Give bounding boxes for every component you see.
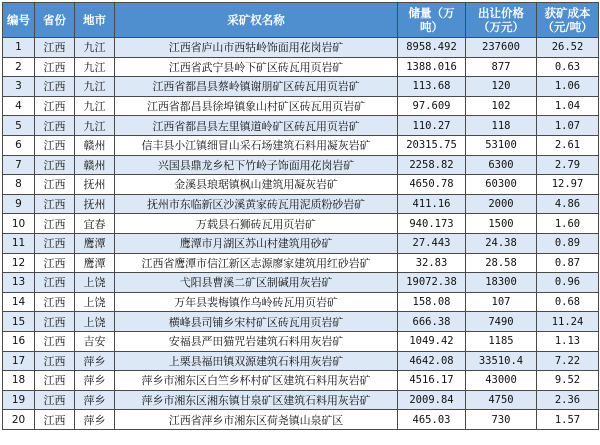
table-row	[3, 96, 599, 116]
row-city: 九江	[75, 38, 115, 58]
row-no: 5	[3, 116, 35, 136]
row-price: 6300	[466, 155, 537, 175]
row-reserve: 1388.016	[398, 57, 466, 77]
row-reserve: 4642.08	[398, 351, 466, 371]
row-name: 萍乡市湘东区白竺乡杯村矿区建筑石料用灰岩矿	[115, 371, 398, 391]
row-no: 10	[3, 214, 35, 234]
row-province: 江西	[35, 351, 75, 371]
row-price: 33510.4	[466, 351, 537, 371]
row-province: 江西	[35, 273, 75, 293]
row-price: 102	[466, 96, 537, 116]
row-name: 江西省萍乡市湘东区荷尧镇山泉矿区	[115, 410, 398, 430]
row-reserve: 27.443	[398, 233, 466, 253]
row-no: 6	[3, 135, 35, 155]
row-name: 安福县严田猫咒岩建筑石料用灰岩矿	[115, 331, 398, 351]
row-city: 九江	[75, 96, 115, 116]
row-name: 金溪县琅琚镇枫山建筑用凝灰岩矿	[115, 175, 398, 195]
row-name: 上栗县福田镇双源建筑石料用灰岩矿	[115, 351, 398, 371]
row-province: 江西	[35, 116, 75, 136]
row-price: 53100	[466, 135, 537, 155]
row-cost: 1.13	[537, 331, 599, 351]
row-province: 江西	[35, 331, 75, 351]
row-cost: 0.63	[537, 57, 599, 77]
row-name: 信丰县小江镇细冒山采石场建筑石料用凝灰岩矿	[115, 135, 398, 155]
row-reserve: 465.03	[398, 410, 466, 430]
row-province: 江西	[35, 233, 75, 253]
row-province: 江西	[35, 38, 75, 58]
row-province: 江西	[35, 96, 75, 116]
row-province: 江西	[35, 371, 75, 391]
row-province: 江西	[35, 214, 75, 234]
table-row	[3, 116, 599, 136]
row-reserve: 1049.42	[398, 331, 466, 351]
row-cost: 1.06	[537, 77, 599, 97]
row-province: 江西	[35, 312, 75, 332]
table-row	[3, 390, 599, 410]
row-reserve: 2258.82	[398, 155, 466, 175]
table-row	[3, 155, 599, 175]
row-province: 江西	[35, 155, 75, 175]
row-price: 24.38	[466, 233, 537, 253]
mining-rights-table	[2, 2, 599, 430]
header-no: 编号	[3, 3, 35, 38]
row-city: 九江	[75, 57, 115, 77]
row-city: 赣州	[75, 155, 115, 175]
row-province: 江西	[35, 77, 75, 97]
table-row	[3, 135, 599, 155]
row-province: 江西	[35, 292, 75, 312]
row-no: 18	[3, 371, 35, 391]
row-name: 横峰县司铺乡宋村矿区砖瓦用页岩矿	[115, 312, 398, 332]
header-city: 地市	[75, 3, 115, 38]
header-row	[3, 3, 599, 38]
row-name: 万载县石狮砖瓦用页岩矿	[115, 214, 398, 234]
header-price: 出让价格（万元）	[466, 3, 537, 38]
table-row	[3, 351, 599, 371]
row-city: 宜春	[75, 214, 115, 234]
row-no: 4	[3, 96, 35, 116]
row-no: 2	[3, 57, 35, 77]
table-row	[3, 292, 599, 312]
row-cost: 1.04	[537, 96, 599, 116]
row-province: 江西	[35, 390, 75, 410]
row-price: 118	[466, 116, 537, 136]
row-city: 鹰潭	[75, 253, 115, 273]
row-reserve: 110.27	[398, 116, 466, 136]
table-row	[3, 214, 599, 234]
row-reserve: 666.38	[398, 312, 466, 332]
row-city: 九江	[75, 116, 115, 136]
table-body	[3, 38, 599, 430]
row-reserve: 113.68	[398, 77, 466, 97]
table-row	[3, 175, 599, 195]
row-no: 13	[3, 273, 35, 293]
header-name: 采矿权名称	[115, 3, 398, 38]
row-price: 4750	[466, 390, 537, 410]
table-row	[3, 371, 599, 391]
table-row	[3, 273, 599, 293]
row-name: 江西省鹰潭市信江新区志源廖家建筑用红砂岩矿	[115, 253, 398, 273]
row-price: 28.58	[466, 253, 537, 273]
row-name: 江西省武宁县岭下矿区砖瓦用页岩矿	[115, 57, 398, 77]
row-price: 1500	[466, 214, 537, 234]
header-reserve: 储量（万吨）	[398, 3, 466, 38]
row-reserve: 4650.78	[398, 175, 466, 195]
row-no: 7	[3, 155, 35, 175]
row-reserve: 97.609	[398, 96, 466, 116]
row-province: 江西	[35, 57, 75, 77]
row-province: 江西	[35, 253, 75, 273]
row-city: 萍乡	[75, 410, 115, 430]
row-city: 上饶	[75, 273, 115, 293]
row-no: 11	[3, 233, 35, 253]
row-city: 萍乡	[75, 371, 115, 391]
row-cost: 0.89	[537, 233, 599, 253]
row-no: 14	[3, 292, 35, 312]
row-name: 万年县裴梅镇作乌岭砖瓦用页岩矿	[115, 292, 398, 312]
row-name: 江西省都昌县左里镇道岭矿区砖瓦用页岩矿	[115, 116, 398, 136]
row-reserve: 19072.38	[398, 273, 466, 293]
row-name: 弋阳县曹溪二矿区制碱用灰岩矿	[115, 273, 398, 293]
row-cost: 0.68	[537, 292, 599, 312]
row-price: 60300	[466, 175, 537, 195]
table-row	[3, 233, 599, 253]
row-cost: 7.22	[537, 351, 599, 371]
row-city: 上饶	[75, 292, 115, 312]
table-row	[3, 38, 599, 58]
row-city: 上饶	[75, 312, 115, 332]
row-no: 19	[3, 390, 35, 410]
row-reserve: 8958.492	[398, 38, 466, 58]
row-cost: 4.86	[537, 194, 599, 214]
row-cost: 1.57	[537, 410, 599, 430]
row-no: 20	[3, 410, 35, 430]
table-row	[3, 331, 599, 351]
row-name: 鹰潭市月湖区苏山村建筑用砂矿	[115, 233, 398, 253]
row-reserve: 32.83	[398, 253, 466, 273]
row-city: 抚州	[75, 175, 115, 195]
row-price: 2000	[466, 194, 537, 214]
row-cost: 1.60	[537, 214, 599, 234]
row-city: 九江	[75, 77, 115, 97]
row-city: 抚州	[75, 194, 115, 214]
row-price: 7490	[466, 312, 537, 332]
table-row	[3, 253, 599, 273]
row-reserve: 20315.75	[398, 135, 466, 155]
row-no: 16	[3, 331, 35, 351]
row-province: 江西	[35, 175, 75, 195]
row-no: 12	[3, 253, 35, 273]
row-name: 江西省庐山市西牯岭饰面用花岗岩矿	[115, 38, 398, 58]
row-cost: 2.36	[537, 390, 599, 410]
row-price: 120	[466, 77, 537, 97]
row-city: 鹰潭	[75, 233, 115, 253]
row-no: 15	[3, 312, 35, 332]
row-city: 萍乡	[75, 390, 115, 410]
row-name: 萍乡市湘东区湘东镇甘泉矿区建筑石料用灰岩矿	[115, 390, 398, 410]
row-no: 9	[3, 194, 35, 214]
row-cost: 2.61	[537, 135, 599, 155]
row-name: 江西省都昌县徐埠镇象山村矿区砖瓦用页岩矿	[115, 96, 398, 116]
row-reserve: 940.173	[398, 214, 466, 234]
row-city: 萍乡	[75, 351, 115, 371]
row-price: 43000	[466, 371, 537, 391]
row-province: 江西	[35, 410, 75, 430]
row-no: 8	[3, 175, 35, 195]
row-cost: 1.07	[537, 116, 599, 136]
row-cost: 12.97	[537, 175, 599, 195]
header-cost: 获矿成本（元/吨）	[537, 3, 599, 38]
row-price: 730	[466, 410, 537, 430]
row-cost: 0.87	[537, 253, 599, 273]
row-cost: 9.52	[537, 371, 599, 391]
row-reserve: 2009.84	[398, 390, 466, 410]
row-cost: 26.52	[537, 38, 599, 58]
table-row	[3, 410, 599, 430]
row-cost: 11.24	[537, 312, 599, 332]
row-price: 877	[466, 57, 537, 77]
row-no: 3	[3, 77, 35, 97]
row-name: 江西省都昌县蔡岭镇谢朋矿区砖瓦用页岩矿	[115, 77, 398, 97]
row-province: 江西	[35, 135, 75, 155]
row-cost: 2.79	[537, 155, 599, 175]
table-row	[3, 57, 599, 77]
row-name: 兴国县鼎龙乡杞下竹岭子饰面用花岗岩矿	[115, 155, 398, 175]
table-row	[3, 77, 599, 97]
row-price: 107	[466, 292, 537, 312]
row-name: 抚州市东临新区沙溪黄家砖瓦用泥质粉砂岩矿	[115, 194, 398, 214]
table-row	[3, 312, 599, 332]
row-reserve: 411.16	[398, 194, 466, 214]
row-city: 吉安	[75, 331, 115, 351]
header-province: 省份	[35, 3, 75, 38]
row-city: 赣州	[75, 135, 115, 155]
row-reserve: 158.08	[398, 292, 466, 312]
row-no: 1	[3, 38, 35, 58]
row-cost: 0.96	[537, 273, 599, 293]
row-price: 237600	[466, 38, 537, 58]
row-price: 1185	[466, 331, 537, 351]
row-province: 江西	[35, 194, 75, 214]
row-price: 18300	[466, 273, 537, 293]
row-no: 17	[3, 351, 35, 371]
table-row	[3, 194, 599, 214]
row-reserve: 4516.17	[398, 371, 466, 391]
